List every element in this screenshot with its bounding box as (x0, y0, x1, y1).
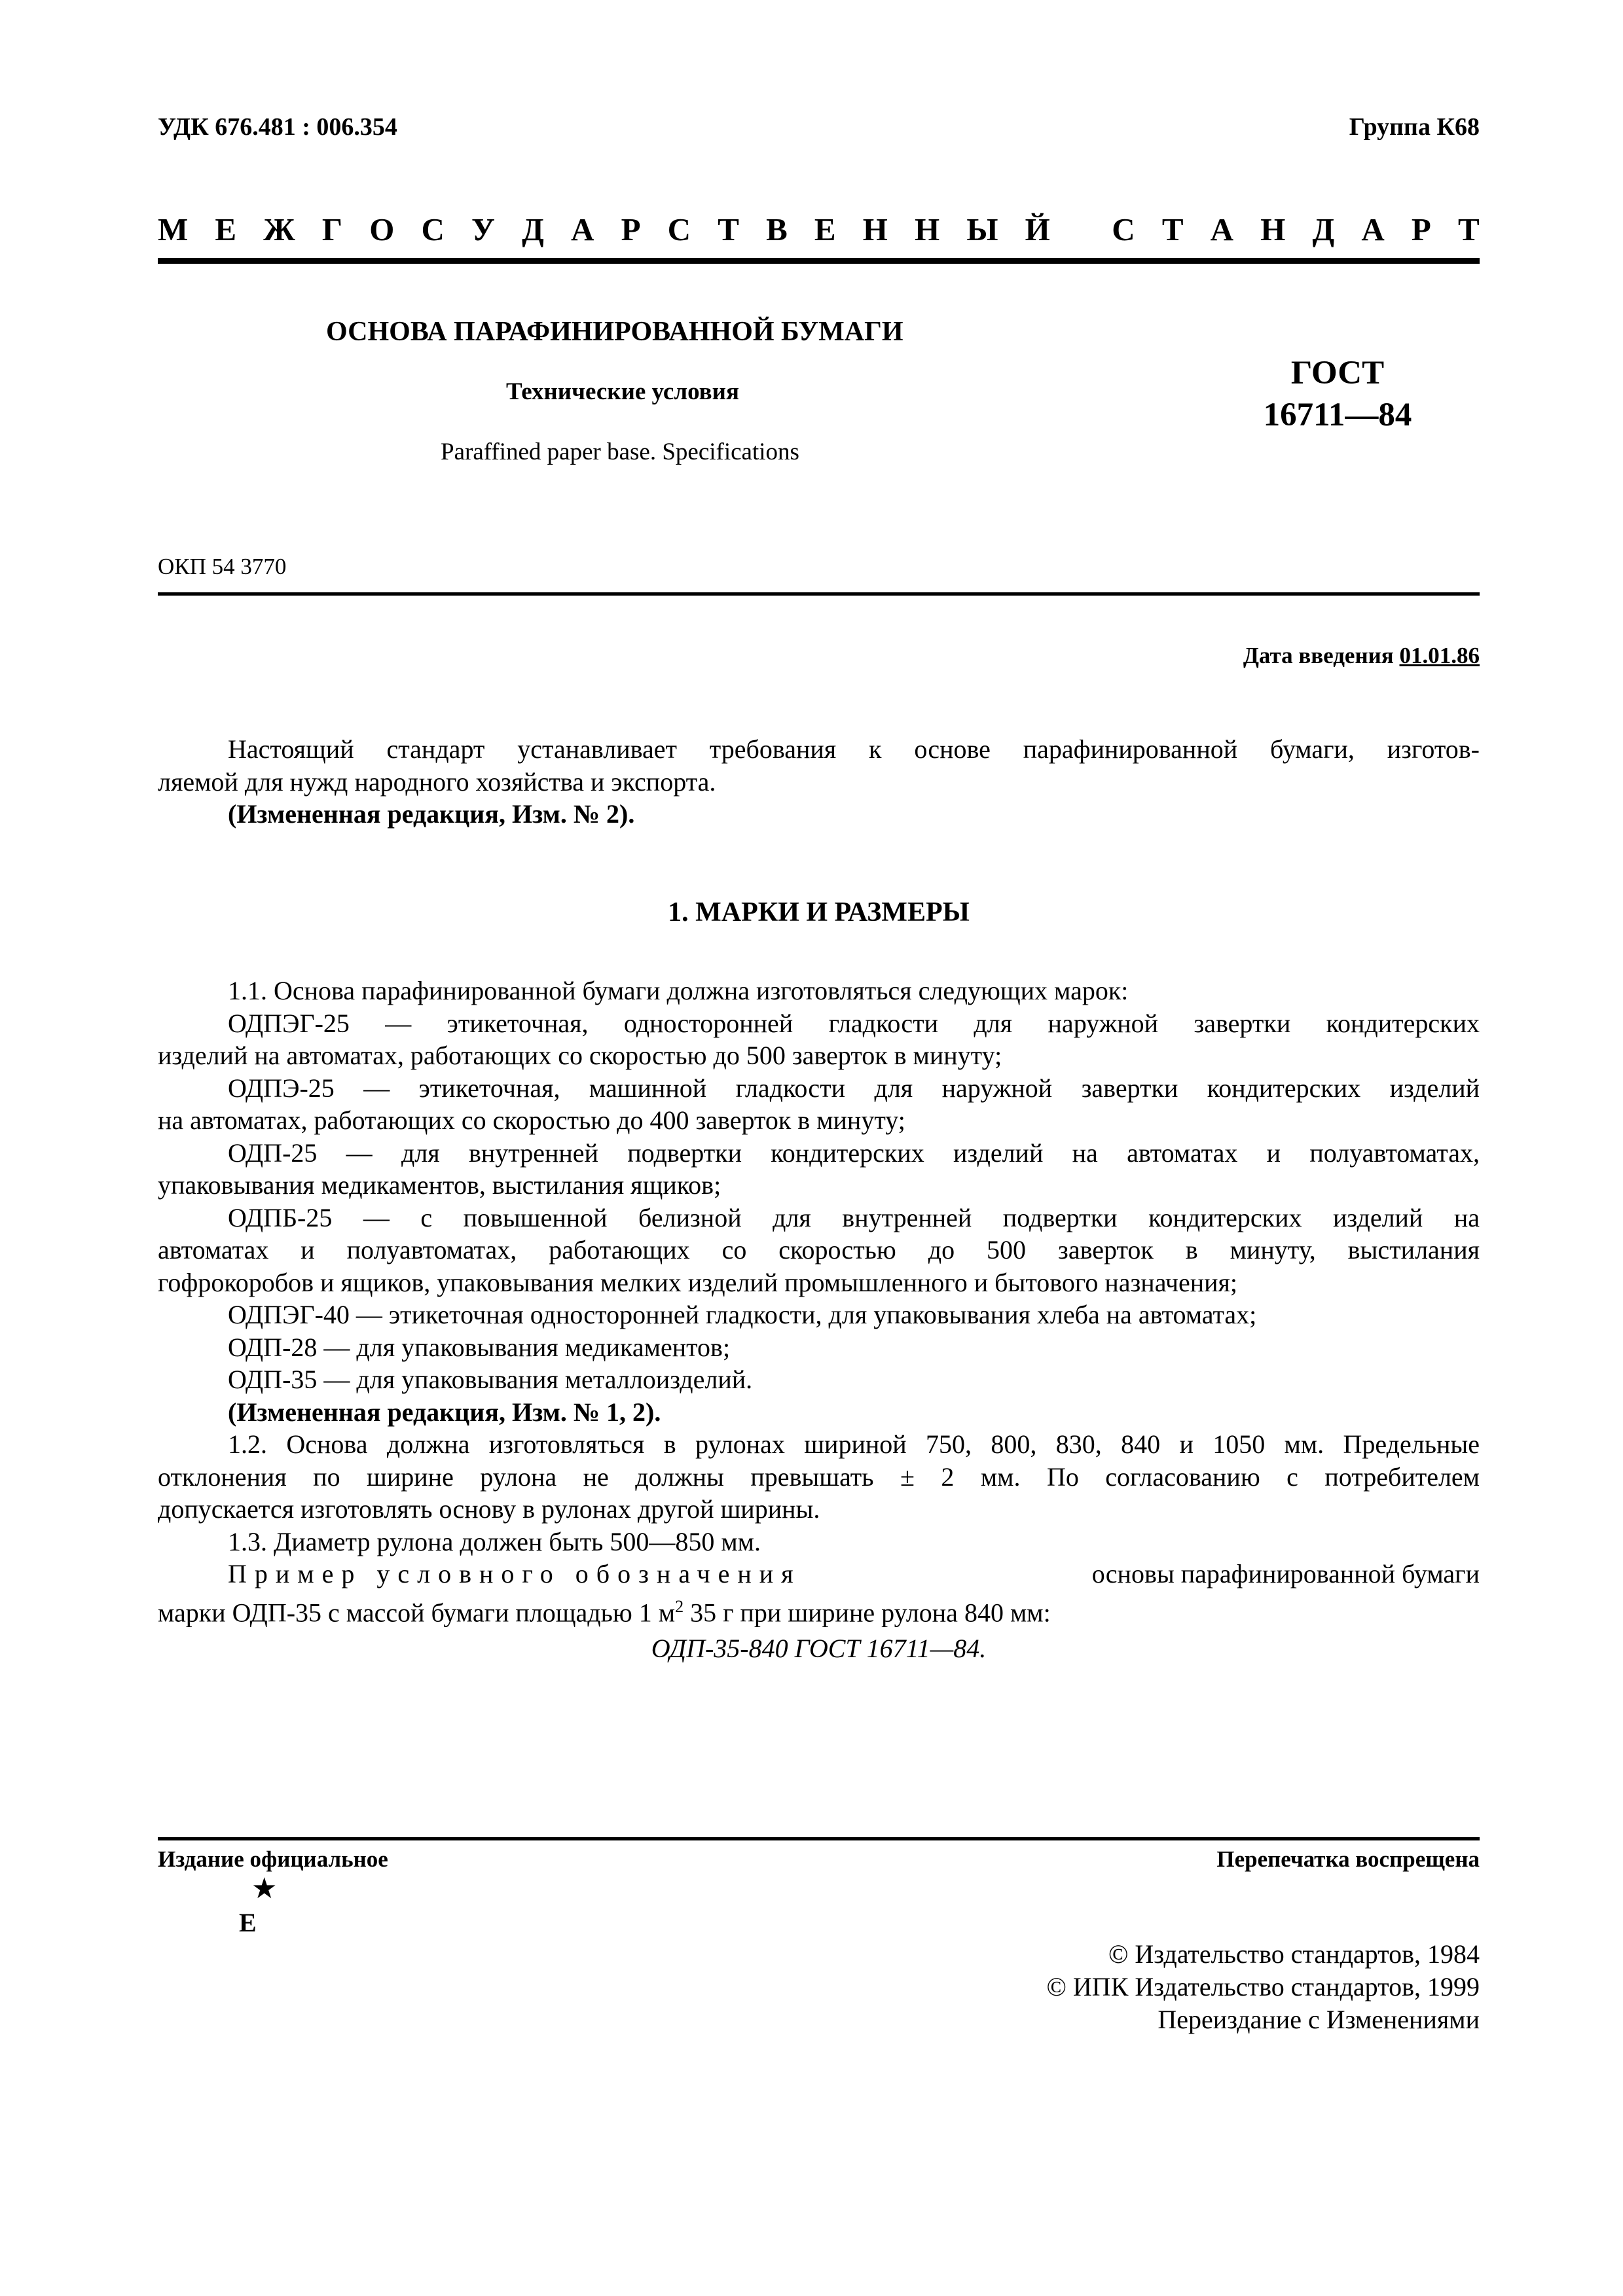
banner-letter: Р (621, 211, 641, 247)
grade-odp28: ОДП-28 — для упаковывания медикаментов; (228, 1332, 731, 1362)
banner-letter: Ж (263, 211, 295, 247)
example-line-2-text-end: 35 г при ширине рулона 840 мм: (684, 1597, 1051, 1627)
group-code: Группа К68 (1349, 113, 1480, 141)
banner-rule (158, 258, 1480, 264)
text-line: ляемой для нужд народного хозяйства и экспорта. (158, 766, 716, 797)
section-heading: 1. МАРКИ И РАЗМЕРЫ (668, 897, 970, 927)
edition-label: Издание официальное (158, 1846, 388, 1872)
udk-code: УДК 676.481 : 006.354 (158, 113, 397, 141)
footer-rule (158, 1837, 1480, 1840)
text-line: Настоящий стандарт устанавливает требования к основе парафинированной бумаги, изготов- (228, 734, 1480, 764)
reissue-note: Переиздание с Изменениями (1158, 2005, 1480, 2034)
e-mark: Е (239, 1908, 257, 1937)
banner-letter: Д (1312, 211, 1335, 247)
okp-rule (158, 592, 1480, 596)
banner-letter: Н (1260, 211, 1286, 247)
grade-odpe25: ОДПЭ-25 — этикеточная, машинной гладкости для наружной завертки кондитерских изделий (228, 1073, 1480, 1103)
example-text: основы парафинированной бумаги (1091, 1559, 1480, 1588)
banner-letter: С (667, 211, 691, 247)
grade-odp25: ОДП-25 — для внутренней подвертки кондитерских изделий на автоматах и полуавтоматах, (228, 1138, 1480, 1168)
clause-1-3: 1.3. Диаметр рулона должен быть 500—850 мм. (228, 1526, 761, 1556)
english-title: Paraffined paper base. Specifications (441, 439, 799, 465)
grade-odpb25-cont2: гофрокоробов и ящиков, упаковывания мелких изделий промышленного и бытового назначения; (158, 1267, 1238, 1297)
gost-number: 16711—84 (1263, 397, 1412, 433)
example-label: Пример условного обозначения (228, 1559, 801, 1588)
banner-letter: Е (814, 211, 836, 247)
banner-letter: Р (1411, 211, 1431, 247)
intro-date (1243, 643, 1480, 669)
amendment-note: (Измененная редакция, Изм. № 2). (228, 799, 635, 829)
banner-letter: Ы (966, 211, 998, 247)
clause-1-2: 1.2. Основа должна изготовляться в рулонах шириной 750, 800, 830, 840 и 1050 мм. Предельные (228, 1429, 1480, 1459)
standard-banner (158, 211, 1480, 248)
document-subtitle: Технические условия (506, 378, 739, 405)
gost-label: ГОСТ (1290, 355, 1385, 391)
amendment-note: (Измененная редакция, Изм. № 1, 2). (228, 1397, 661, 1427)
banner-gap (1077, 211, 1085, 248)
example-line (158, 1558, 1480, 1590)
document-title: ОСНОВА ПАРАФИНИРОВАННОЙ БУМАГИ (326, 317, 903, 347)
superscript: 2 (675, 1596, 684, 1616)
banner-letter: А (1361, 211, 1385, 247)
grade-odpeg25-cont: изделий на автоматах, работающих со скоростью до 500 заверток в минуту; (158, 1041, 1002, 1070)
clause-1-1: 1.1. Основа парафинированной бумаги должна изготовляться следующих марок: (228, 976, 1129, 1005)
example-designation: ОДП-35-840 ГОСТ 16711—84. (651, 1634, 987, 1664)
banner-letter: Г (321, 211, 343, 247)
banner-letter: Т (1161, 211, 1184, 247)
intro-paragraph (158, 733, 1480, 831)
star-icon: ★ (251, 1873, 278, 1905)
banner-letter: В (766, 211, 788, 247)
example-line-2-text: марки ОДП-35 с массой бумаги площадью 1 м (158, 1597, 676, 1627)
example-line-2 (158, 1590, 1480, 1629)
intro-date-value: 01.01.86 (1399, 643, 1480, 668)
banner-letter: Т (1458, 211, 1480, 247)
banner-letter: У (471, 211, 495, 247)
copyright-1999: © ИПК Издательство стандартов, 1999 (1046, 1972, 1480, 2001)
banner-letter: Н (915, 211, 940, 247)
banner-letter: О (369, 211, 395, 247)
banner-letter: С (421, 211, 445, 247)
banner-letter: М (158, 211, 189, 247)
copyright-1984: © Издательство стандартов, 1984 (1108, 1939, 1480, 1969)
okp-code: ОКП 54 3770 (158, 554, 287, 579)
grade-odpeg25: ОДПЭГ-25 — этикеточная, односторонней гладкости для наружной завертки кондитерских (228, 1008, 1480, 1038)
banner-letter: А (571, 211, 594, 247)
banner-letter: А (1210, 211, 1234, 247)
grade-odpb25: ОДПБ-25 — с повышенной белизной для внутренней подвертки кондитерских изделий на (228, 1202, 1480, 1232)
section1-body (158, 975, 1480, 1665)
reprint-notice: Перепечатка воспрещена (1216, 1846, 1480, 1872)
banner-letter: С (1112, 211, 1135, 247)
grade-odpb25-cont: автоматах и полуавтоматах, работающих со скоростью до 500 заверток в минуту, выстилания (158, 1235, 1480, 1265)
banner-letter: Т (718, 211, 739, 247)
banner-letter: Д (522, 211, 544, 247)
grade-odpeg40: ОДПЭГ-40 — этикеточная односторонней гладкости, для упаковывания хлеба на автоматах; (228, 1300, 1257, 1329)
grade-odp35: ОДП-35 — для упаковывания металлоизделий. (228, 1365, 753, 1394)
grade-odpe25-cont: на автоматах, работающих со скоростью до 400 заверток в минуту; (158, 1105, 905, 1135)
intro-date-label: Дата введения (1243, 643, 1394, 668)
clause-1-2-cont: отклонения по ширине рулона не должны превышать ± 2 мм. По согласованию с потребителем (158, 1462, 1480, 1492)
banner-letter: Н (862, 211, 888, 247)
banner-letter: Й (1025, 211, 1050, 247)
grade-odp25-cont: упаковывания медикаментов, выстилания ящиков; (158, 1170, 721, 1200)
banner-letter: Е (215, 211, 237, 247)
clause-1-2-cont2: допускается изготовлять основу в рулонах другой ширины. (158, 1494, 820, 1524)
